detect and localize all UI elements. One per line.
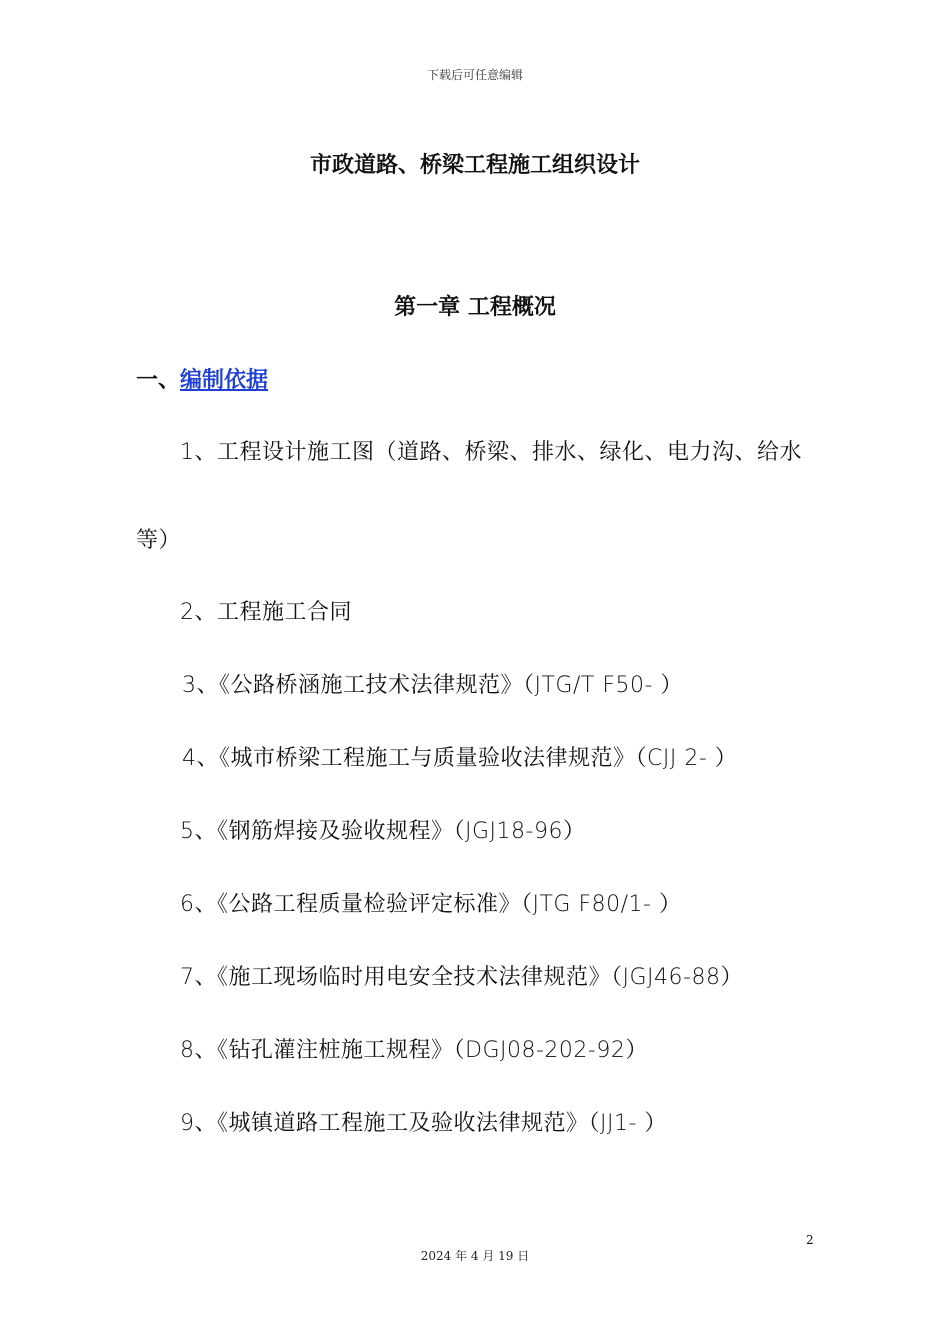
list-item: 2、工程施工合同 xyxy=(180,600,352,625)
list-item: 3、《公路桥涵施工技术法律规范》（JTG/T F50- ） xyxy=(182,673,683,698)
section-link[interactable]: 编制依据 xyxy=(180,368,269,393)
list-item: 5、《钢筋焊接及验收规程》（JGJ18-96） xyxy=(180,819,586,844)
page-header: 下载后可任意编辑 xyxy=(426,68,523,82)
page-footer-date: 2024 年 4 月 19 日 xyxy=(420,1249,530,1263)
page-number: 2 xyxy=(806,1233,814,1247)
list-item: 1、工程设计施工图（道路、桥梁、排水、绿化、电力沟、给水 xyxy=(180,440,802,465)
list-item: 7、《施工现场临时用电安全技术法律规范》（JGJ46-88） xyxy=(180,965,743,990)
list-item: 9、《城镇道路工程施工及验收法律规范》（JJ1- ） xyxy=(180,1111,667,1136)
section-heading xyxy=(136,363,268,394)
list-item: 8、《钻孔灌注桩施工规程》（DGJ08-202-92） xyxy=(180,1038,648,1063)
document-title: 市政道路、桥梁工程施工组织设计 xyxy=(309,153,640,178)
list-item-continuation: 等） xyxy=(136,528,182,553)
section-number: 一、 xyxy=(136,368,181,393)
list-item: 4、《城市桥梁工程施工与质量验收法律规范》（CJJ 2- ） xyxy=(182,746,738,771)
list-item: 6、《公路工程质量检验评定标准》（JTG F80/1- ） xyxy=(180,892,682,917)
chapter-title: 第一章 工程概况 xyxy=(394,295,556,320)
